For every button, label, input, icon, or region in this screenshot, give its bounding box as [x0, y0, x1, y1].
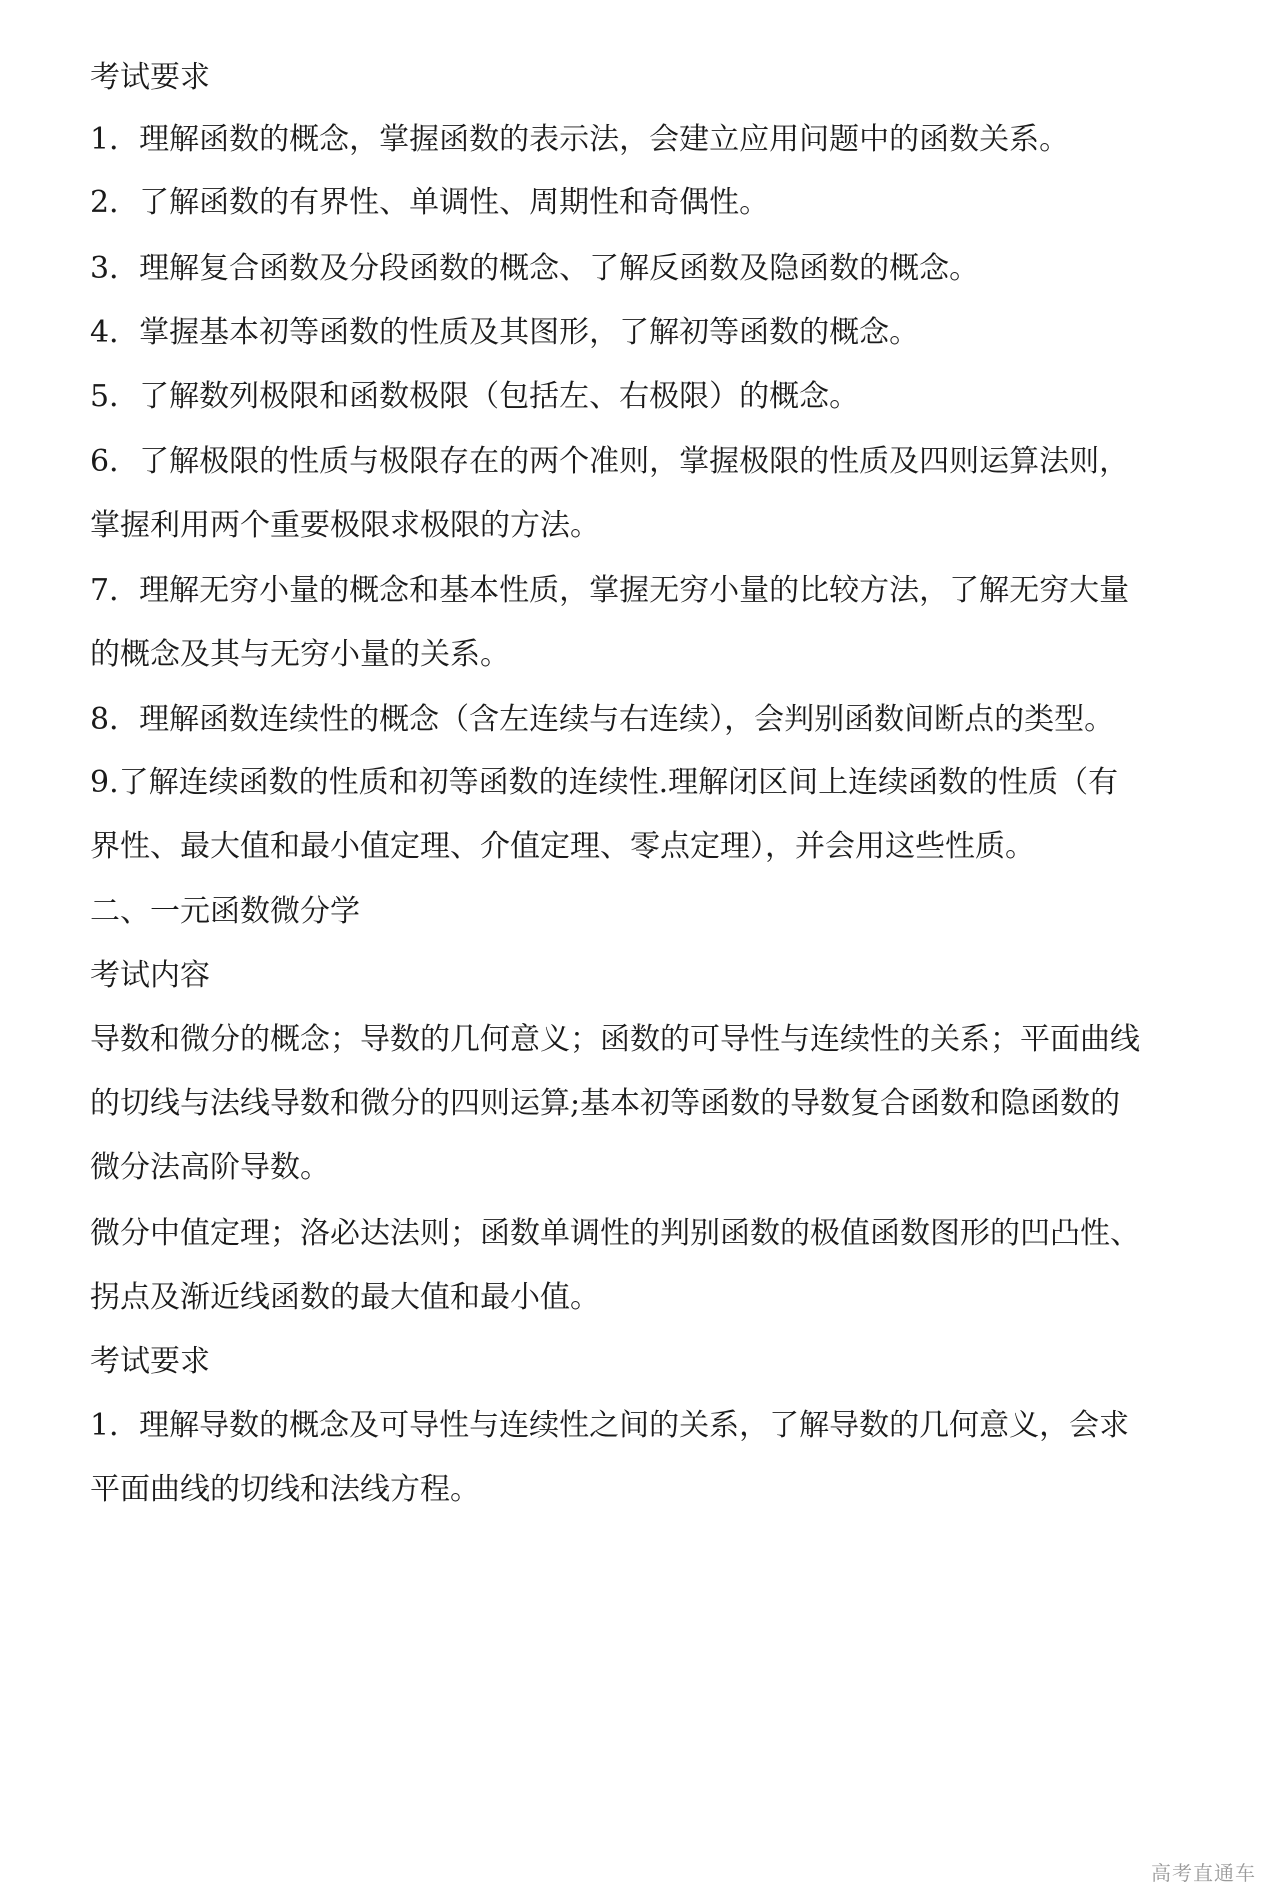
section-title-differential-calculus: 二、一元函数微分学 [90, 894, 360, 929]
content-line: 的切线与法线导数和微分的四则运算;基本初等函数的导数复合函数和隐函数的 [90, 1086, 1121, 1121]
content-line: 微分中值定理；洛必达法则；函数单调性的判别函数的极值函数图形的凹凸性、 [90, 1216, 1140, 1251]
requirement-item-continued: 的概念及其与无穷小量的关系。 [90, 637, 510, 672]
section-heading-exam-content: 考试内容 [90, 958, 210, 993]
requirement-item: 7．理解无穷小量的概念和基本性质，掌握无穷小量的比较方法，了解无穷大量 [90, 573, 1130, 608]
requirement-item: 6．了解极限的性质与极限存在的两个准则，掌握极限的性质及四则运算法则， [90, 444, 1130, 479]
requirement-item: 1．理解导数的概念及可导性与连续性之间的关系，了解导数的几何意义，会求 [90, 1408, 1130, 1443]
requirement-item: 2．了解函数的有界性、单调性、周期性和奇偶性。 [90, 185, 770, 220]
requirement-item-continued: 平面曲线的切线和法线方程。 [90, 1472, 480, 1507]
content-line: 微分法高阶导数。 [90, 1150, 330, 1185]
requirement-item: 3．理解复合函数及分段函数的概念、了解反函数及隐函数的概念。 [90, 251, 980, 286]
section-heading-exam-requirements: 考试要求 [90, 1344, 210, 1379]
content-line: 导数和微分的概念；导数的几何意义；函数的可导性与连续性的关系；平面曲线 [90, 1022, 1140, 1057]
section-heading-exam-requirements: 考试要求 [90, 60, 210, 95]
requirement-item: 8．理解函数连续性的概念（含左连续与右连续），会判别函数间断点的类型。 [90, 702, 1115, 737]
requirement-item: 5．了解数列极限和函数极限（包括左、右极限）的概念。 [90, 379, 860, 414]
requirement-item-continued: 界性、最大值和最小值定理、介值定理、零点定理），并会用这些性质。 [90, 829, 1035, 864]
requirement-item: 1．理解函数的概念，掌握函数的表示法，会建立应用问题中的函数关系。 [90, 122, 1070, 157]
requirement-item: 4．掌握基本初等函数的性质及其图形，了解初等函数的概念。 [90, 315, 920, 350]
requirement-item-continued: 掌握利用两个重要极限求极限的方法。 [90, 508, 600, 543]
content-line: 拐点及渐近线函数的最大值和最小值。 [90, 1280, 600, 1315]
requirement-item: 9.了解连续函数的性质和初等函数的连续性.理解闭区间上连续函数的性质（有 [90, 765, 1119, 800]
watermark-text: 高考直通车 [1151, 1861, 1256, 1885]
